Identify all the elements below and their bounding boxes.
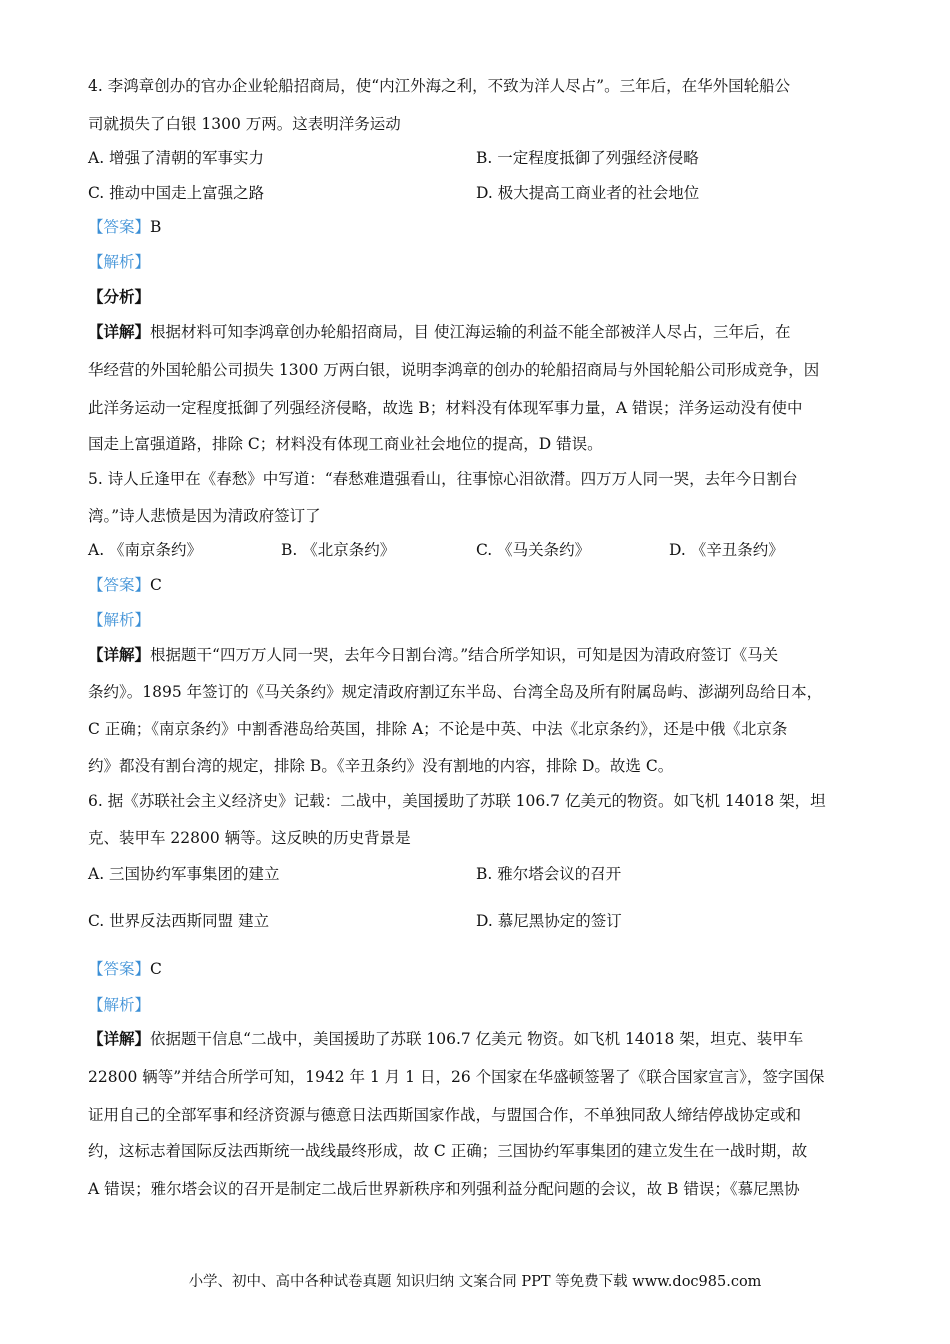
q6-option-c: C. 世界反法西斯同盟 建立 [88, 912, 270, 930]
q6-stem-line2: 克、装甲车 22800 辆等。这反映的历史背景是 [88, 829, 411, 847]
q5-stem-line1: 5. 诗人丘逢甲在《春愁》中写道：“春愁难遣强看山，往事惊心泪欲潸。四万万人同一哭，去年今日割台 [88, 470, 798, 488]
q4-option-c: C. 推动中国走上富强之路 [88, 184, 265, 202]
q4-detail-line2: 华经营的外国轮船公司损失 1300 万两白银，说明李鸿章的创办的轮船招商局与外国轮船公司形成竞争，因 [88, 361, 820, 379]
q6-answer: C [150, 960, 162, 978]
answer-tag: 【答案】 [88, 576, 151, 594]
q4-analysis-tag: 【解析】 [88, 253, 151, 271]
q6-detail-line4: 约，这标志着国际反法西斯统一战线最终形成，故 C 正确；三国协约军事集团的建立发生在一战时期，故 [88, 1142, 808, 1160]
q5-detail-line2: 条约》。1895 年签订的《马关条约》规定清政府割辽东半岛、台湾全岛及所有附属岛屿、澎湖列岛给日本， [88, 683, 823, 701]
answer-tag: 【答案】 [88, 218, 151, 236]
q6-detail-line3: 证用自己的全部军事和经济资源与德意日法西斯国家作战，与盟国合作，不单独同敌人缔结停战协定或和 [88, 1106, 802, 1124]
q5-stem-line2: 湾。”诗人悲愤是因为清政府签订了 [88, 507, 321, 525]
detail-tag: 【详解】 [88, 1029, 151, 1048]
q6-detail-line1 [88, 1029, 803, 1049]
q5-answer: C [150, 576, 162, 594]
q4-answer-row [88, 217, 161, 237]
q6-detail-line5: A 错误；雅尔塔会议的召开是制定二战后世界新秩序和列强利益分配问题的会议，故 B 错误；《慕尼黑协 [88, 1180, 800, 1198]
q4-stem-line2: 司就损失了白银 1300 万两。这表明洋务运动 [88, 115, 401, 133]
q4-stem-line1: 4. 李鸿章创办的官办企业轮船招商局，使“内江外海之利，不致为洋人尽占”。三年后，在华外国轮船公 [88, 77, 791, 95]
q5-option-d: D. 《辛丑条约》 [669, 541, 784, 559]
page-footer: 小学、初中、高中各种试卷真题 知识归纳 文案合同 PPT 等免费下载 www.doc985.com [188, 1274, 762, 1290]
q4-detail-line4: 国走上富强道路，排除 C；材料没有体现工商业社会地位的提高，D 错误。 [88, 435, 603, 453]
q6-stem-line1: 6. 据《苏联社会主义经济史》记载：二战中，美国援助了苏联 106.7 亿美元的物资。如飞机 14018 架，坦 [88, 792, 826, 810]
q4-fenxi-tag: 【分析】 [88, 287, 151, 306]
q4-detail-text1: 根据材料可知李鸿章创办轮船招商局，目 使江海运输的利益不能全部被洋人尽占，三年后，在 [150, 323, 791, 341]
q5-detail-text1: 根据题干“四万万人同一哭，去年今日割台湾。”结合所学知识，可知是因为清政府签订《马关 [150, 646, 779, 664]
q6-option-d: D. 慕尼黑协定的签订 [476, 912, 622, 930]
detail-tag: 【详解】 [88, 645, 151, 664]
q4-option-a: A. 增强了清朝的军事实力 [88, 149, 265, 167]
q5-detail-line3: C 正确；《南京条约》中割香港岛给英国，排除 A；不论是中英、中法《北京条约》，还是中俄《北京条 [88, 720, 788, 738]
q4-answer: B [150, 218, 162, 236]
q6-option-b: B. 雅尔塔会议的召开 [476, 865, 622, 883]
q4-option-b: B. 一定程度抵御了列强经济侵略 [476, 149, 699, 167]
q4-option-d: D. 极大提高工商业者的社会地位 [476, 184, 700, 202]
detail-tag: 【详解】 [88, 322, 151, 341]
q6-detail-text1: 依据题干信息“二战中，美国援助了苏联 106.7 亿美元 物资。如飞机 14018 架，坦克、装甲车 [150, 1030, 804, 1048]
q5-option-a: A. 《南京条约》 [88, 541, 203, 559]
q6-option-a: A. 三国协约军事集团的建立 [88, 865, 280, 883]
q6-answer-row [88, 959, 162, 979]
q4-detail-line3: 此洋务运动一定程度抵御了列强经济侵略，故选 B；材料没有体现军事力量，A 错误；洋务运动没有使中 [88, 399, 803, 417]
q5-option-b: B. 《北京条约》 [281, 541, 396, 559]
q5-detail-line1 [88, 645, 778, 665]
q5-detail-line4: 约》都没有割台湾的规定，排除 B。《辛丑条约》没有割地的内容，排除 D。故选 C。 [88, 757, 674, 775]
answer-tag: 【答案】 [88, 960, 151, 978]
q4-detail-line1 [88, 322, 790, 342]
q5-option-c: C. 《马关条约》 [476, 541, 591, 559]
q6-analysis-tag: 【解析】 [88, 996, 151, 1014]
q5-answer-row [88, 575, 162, 595]
q5-analysis-tag: 【解析】 [88, 611, 151, 629]
q6-detail-line2: 22800 辆等”并结合所学可知，1942 年 1 月 1 日，26 个国家在华盛顿签署了《联合国家宣言》，签字国保 [88, 1068, 825, 1086]
